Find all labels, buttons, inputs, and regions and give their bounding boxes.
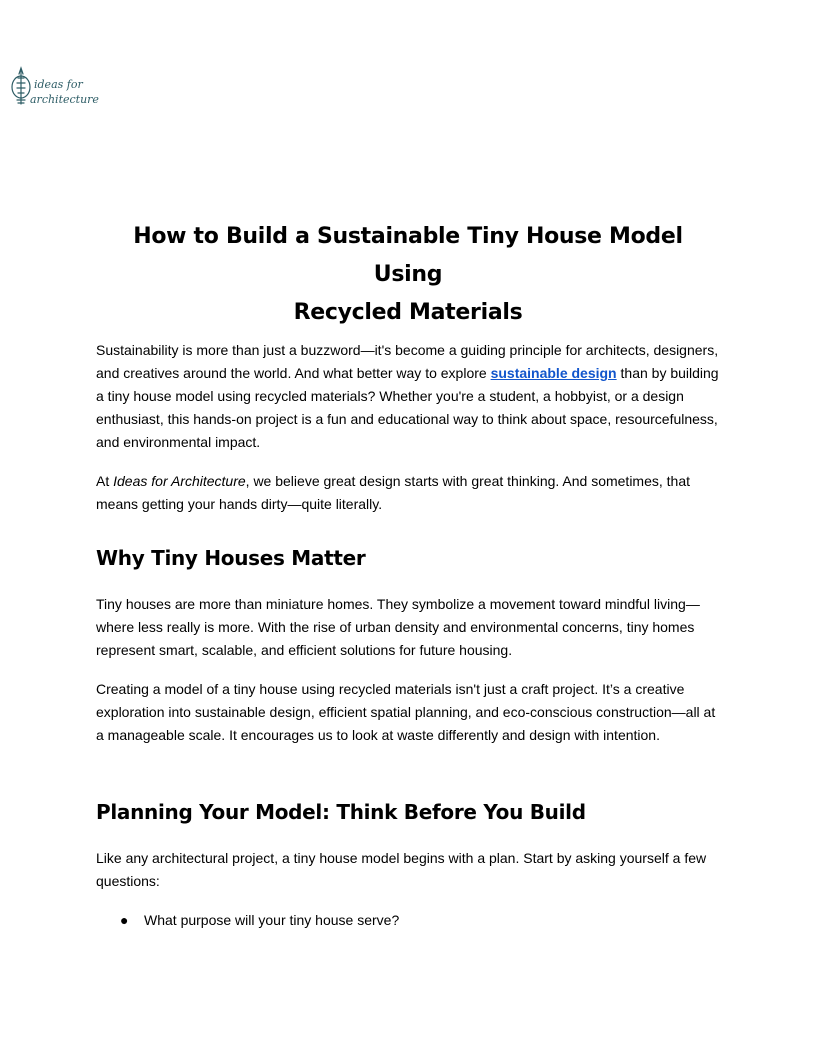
document-title-line2: Recycled Materials <box>293 300 523 325</box>
para2-suffix: , we believe great design starts with great thinking. And sometimes, that means getting your hands dirty—quite literally. <box>96 473 691 512</box>
section-heading-why-tiny-houses: Why Tiny Houses Matter <box>96 546 366 570</box>
why-tiny-houses-paragraph-2: Creating a model of a tiny house using recycled materials isn't just a craft project. It’s a creative exploration into sustainable design, efficient spatial planning, and eco-conscious construction—all at a manageable scale. It encourages us to look at waste differently and design with intention. <box>96 681 716 743</box>
planning-questions-list <box>96 909 720 932</box>
document-title <box>96 218 720 332</box>
planning-paragraph: Like any architectural project, a tiny house model begins with a plan. Start by asking yourself a few questions: <box>96 850 707 889</box>
intro-paragraph <box>96 339 720 454</box>
intro-text-before-link: Sustainability is more than just a buzzword—it's become a guiding principle for architects, designers, and creatives around the world. And what better way to explore <box>96 342 719 381</box>
why-tiny-houses-paragraph-1: Tiny houses are more than miniature homes. They symbolize a movement toward mindful living—where less really is more. With the rise of urban density and environmental concerns, tiny homes represent smart, scalable, and efficient solutions for future housing. <box>96 596 700 658</box>
intro-text-after-link: than by building a tiny house model using recycled materials? Whether you're a student, a hobbyist, or a design enthusiast, this hands-on project is a fun and educational way to think about space, resourcefulness, and environmental impact. <box>96 365 719 450</box>
ideas-for-architecture-paragraph <box>96 470 720 516</box>
document-title-line1: How to Build a Sustainable Tiny House Model Using <box>133 224 683 287</box>
lightbulb-building-icon <box>10 64 99 110</box>
list-item-text: What purpose will your tiny house serve? <box>144 912 400 928</box>
para2-prefix: At <box>96 473 114 489</box>
sustainable-design-link[interactable]: sustainable design <box>490 365 617 381</box>
logo-text-line1: ideas for <box>34 78 83 91</box>
para2-italic-brand: Ideas for Architecture <box>113 473 246 489</box>
section-heading-planning-your-model: Planning Your Model: Think Before You Build <box>96 800 586 824</box>
logo-text-line2: architecture <box>30 93 99 106</box>
list-item <box>96 909 720 932</box>
bullet-icon: ● <box>120 912 129 928</box>
ideas-for-architecture-logo <box>10 64 99 110</box>
